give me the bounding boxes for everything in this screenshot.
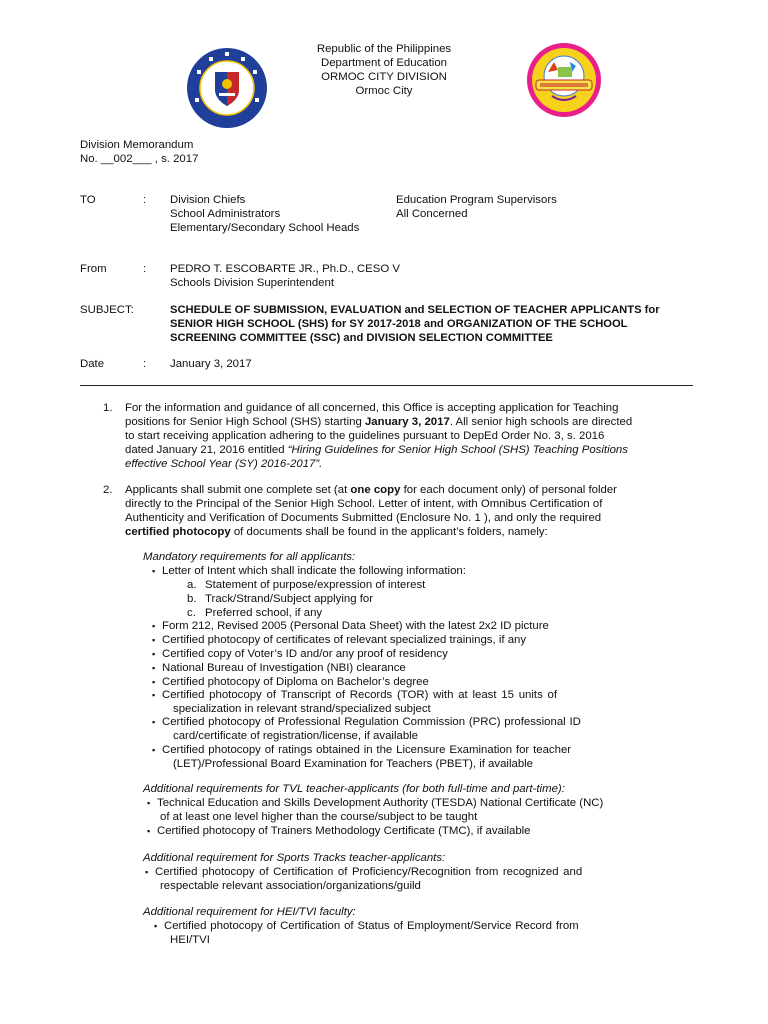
requirement-item: ▪ Certified photocopy of Transcript of Records (TOR) with at least 15 units of — [162, 689, 557, 703]
para2-number: 2. — [103, 484, 113, 496]
memo-number: No. __002___ , s. 2017 — [80, 153, 199, 165]
para1-order-title: “Hiring Guidelines for Senior High School (SHS) Teaching Positions — [287, 444, 628, 456]
sports-heading: Additional requirement for Sports Tracks teacher-applicants: — [143, 852, 446, 864]
from-colon: : — [143, 263, 147, 275]
requirement-item-cont: respectable relevant association/organizations/guild — [160, 880, 421, 892]
header-line-2: Department of Education — [320, 57, 447, 69]
date-value: January 3, 2017 — [170, 358, 252, 370]
date-label: Date — [80, 358, 105, 370]
requirement-item: ▪ Technical Education and Skills Development Authority (TESDA) National Certificate (NC) — [157, 797, 603, 811]
para1-line: For the information and guidance of all concerned, this Office is accepting application for Teaching — [125, 402, 619, 414]
para1-line: effective School Year (SY) 2016-2017”. — [125, 458, 323, 470]
date-colon: : — [143, 358, 147, 370]
requirement-item-cont: of at least one level higher than the course/subject to be taught — [160, 811, 478, 823]
para1-line: to start receiving application adhering to the guidelines pursuant to DepEd Order No. 3, s. 2016 — [125, 430, 605, 442]
to-recipient: School Administrators — [170, 208, 281, 220]
para2-line — [125, 526, 548, 540]
para2-line: Authenticity and Verification of Documents Submitted (Enclosure No. 1 ), and only the required — [125, 512, 602, 524]
to-label: TO — [80, 194, 96, 206]
header-line-1: Republic of the Philippines — [316, 43, 452, 55]
deped-seal — [185, 46, 269, 130]
requirement-item: ▪ Form 212, Revised 2005 (Personal Data Sheet) with the latest 2x2 ID picture — [162, 620, 549, 634]
header-divider — [80, 385, 693, 386]
requirement-item-cont: HEI/TVI — [170, 934, 210, 946]
from-label: From — [80, 263, 107, 275]
requirement-item: ▪ Certified photocopy of ratings obtained in the Licensure Examination for teacher — [162, 744, 571, 758]
para2-text: for each document only) of personal folder — [400, 484, 617, 496]
para1-start-date: January 3, 2017 — [364, 416, 450, 428]
to-colon: : — [143, 194, 147, 206]
from-title: Schools Division Superintendent — [170, 277, 334, 289]
to-recipient: Education Program Supervisors — [396, 194, 557, 206]
from-name: PEDRO T. ESCOBARTE JR., Ph.D., CESO V — [170, 263, 400, 275]
para2-line — [125, 484, 617, 498]
para1-line — [125, 444, 628, 458]
mandatory-heading: Mandatory requirements for all applicants: — [143, 551, 356, 563]
requirement-subitem-letter: a. — [187, 579, 197, 591]
to-recipient: Division Chiefs — [170, 194, 246, 206]
header-line-3: ORMOC CITY DIVISION — [321, 71, 447, 83]
para1-text: . All senior high schools are directed — [449, 416, 633, 428]
requirement-item-cont: specialization in relevant strand/specialized subject — [173, 703, 431, 715]
memo-title: Division Memorandum — [80, 139, 194, 151]
requirement-item: ▪ Certified photocopy of Trainers Methodology Certificate (TMC), if available — [157, 825, 531, 839]
requirement-item-cont: card/certificate of registration/license, if available — [173, 730, 419, 742]
para1-line — [125, 416, 632, 430]
requirement-item: ▪ Certified photocopy of Professional Regulation Commission (PRC) professional ID — [162, 716, 581, 730]
para1-text: positions for Senior High School (SHS) starting — [125, 416, 365, 428]
para2-certified-emphasis: certified photocopy — [125, 526, 231, 538]
subject-label: SUBJECT: — [80, 304, 134, 316]
tvl-heading: Additional requirements for TVL teacher-applicants (for both full-time and part-time): — [143, 783, 565, 795]
deped-seal-icon — [185, 46, 269, 130]
hei-heading: Additional requirement for HEI/TVI faculty: — [143, 906, 356, 918]
division-logo-icon — [526, 42, 602, 118]
para2-line: directly to the Principal of the Senior High School. Letter of intent, with Omnibus Certification of — [125, 498, 603, 510]
header-line-4: Ormoc City — [355, 85, 413, 97]
para1-number: 1. — [103, 402, 113, 414]
para2-copy-emphasis: one copy — [350, 484, 401, 496]
para2-text: Applicants shall submit one complete set (at — [125, 484, 351, 496]
division-logo — [526, 42, 602, 118]
requirement-subitem: Track/Strand/Subject applying for — [205, 593, 373, 605]
requirement-subitem-letter: c. — [187, 607, 196, 619]
requirement-item: ▪ Certified photocopy of certificates of relevant specialized trainings, if any — [162, 634, 526, 648]
requirement-subitem: Statement of purpose/expression of interest — [205, 579, 426, 591]
subject-line: SCREENING COMMITTEE (SSC) and DIVISION SELECTION COMMITTEE — [170, 332, 553, 344]
para2-text: of documents shall be found in the applicant’s folders, namely: — [230, 526, 548, 538]
requirement-subitem: Preferred school, if any — [205, 607, 323, 619]
to-recipient: Elementary/Secondary School Heads — [170, 222, 360, 234]
requirement-item: ▪ Letter of Intent which shall indicate the following information: — [162, 565, 466, 579]
to-recipient: All Concerned — [396, 208, 468, 220]
subject-line: SENIOR HIGH SCHOOL (SHS) for SY 2017-2018 and ORGANIZATION OF THE SCHOOL — [170, 318, 628, 330]
requirement-item: ▪ Certified copy of Voter’s ID and/or any proof of residency — [162, 648, 448, 662]
requirement-item-cont: (LET)/Professional Board Examination for Teachers (PBET), if available — [173, 758, 534, 770]
requirement-item: ▪ Certified photocopy of Diploma on Bachelor’s degree — [162, 676, 429, 690]
requirement-item: ▪ National Bureau of Investigation (NBI) clearance — [162, 662, 406, 676]
requirement-subitem-letter: b. — [187, 593, 197, 605]
para1-text: dated January 21, 2016 entitled — [125, 444, 288, 456]
requirement-item: ▪ Certified photocopy of Certification of Status of Employment/Service Record from — [164, 920, 579, 934]
subject-line: SCHEDULE OF SUBMISSION, EVALUATION and SELECTION OF TEACHER APPLICANTS for — [170, 304, 660, 316]
requirement-item: ▪ Certified photocopy of Certification of Proficiency/Recognition from recognized and — [155, 866, 582, 880]
